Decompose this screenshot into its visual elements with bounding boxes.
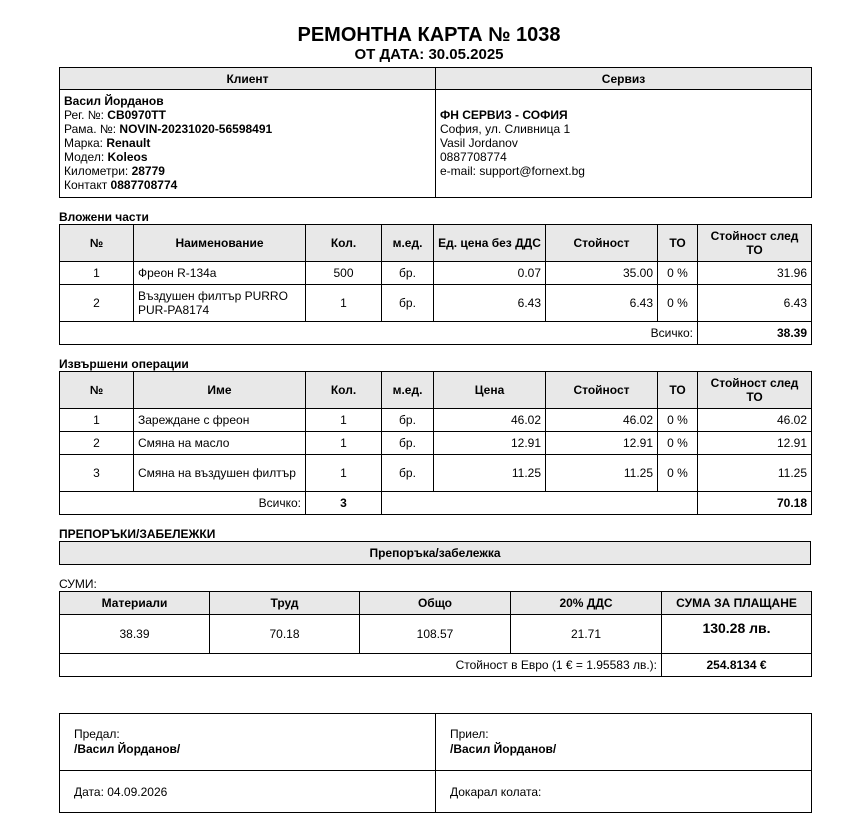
service-phone: 0887708774 xyxy=(440,150,507,164)
recommendations-table xyxy=(59,541,811,565)
client-header: Клиент xyxy=(60,68,436,90)
service-header: Сервиз xyxy=(436,68,812,90)
sum-to-pay: 130.28 лв. xyxy=(662,615,812,654)
table-row: 1 Фреон R-134a 500 бр. 0.07 35.00 0 % 31.96 xyxy=(60,262,812,285)
date-field: Дата: 04.09.2026 xyxy=(60,771,436,813)
operations-total-qty: 3 xyxy=(306,492,382,515)
client-info: Васил Йорданов Рег. №: CB0970TT Рама. №: NOVIN-20231020-56598491 Марка: Renault Модел: Koleos Километри: 28779 Контакт 0887708774 xyxy=(60,90,436,198)
table-row: 1 Зареждане с фреон 1 бр. 46.02 46.02 0 % 46.02 xyxy=(60,409,812,432)
col-unit: м.ед. xyxy=(382,225,434,262)
table-row: 3 Смяна на въздушен филтър 1 бр. 11.25 11.25 0 % 11.25 xyxy=(60,455,812,492)
handed-label: Предал: xyxy=(74,727,120,741)
service-person: Vasil Jordanov xyxy=(440,136,518,150)
col-qty: Кол. xyxy=(306,225,382,262)
total-label: Всичко: xyxy=(60,492,306,515)
recommendations-section-title: ПРЕПОРЪКИ/ЗАБЕЛЕЖКИ xyxy=(59,527,216,541)
parts-section-title: Вложени части xyxy=(59,210,149,224)
car-model: Koleos xyxy=(107,150,148,164)
mileage: 28779 xyxy=(131,164,165,178)
sum-materials: 38.39 xyxy=(60,615,210,654)
received-label: Приел: xyxy=(450,727,489,741)
page-title: РЕМОНТНА КАРТА № 1038 xyxy=(297,24,561,46)
col-after: Стойност след ТО xyxy=(698,225,812,262)
parties-table xyxy=(59,67,812,198)
sums-table: Материали Труд Общо 20% ДДС СУМА ЗА ПЛАЩАНЕ 38.39 70.18 108.57 21.71 130.28 лв. Стойност в Евро (1 € = 1.95583 лв.): 254.8134 € xyxy=(59,591,812,677)
sums-section-title: СУМИ: xyxy=(59,577,97,591)
col-name: Наименование xyxy=(134,225,306,262)
euro-value: 254.8134 € xyxy=(662,654,812,677)
sum-labor: 70.18 xyxy=(210,615,360,654)
euro-label: Стойност в Евро (1 € = 1.95583 лв.): xyxy=(60,654,662,677)
total-label: Всичко: xyxy=(60,322,698,345)
client-contact: 0887708774 xyxy=(110,178,178,192)
page-subtitle: ОТ ДАТА: 30.05.2025 xyxy=(354,46,504,63)
total-row xyxy=(60,322,812,345)
sum-vat: 21.71 xyxy=(511,615,662,654)
parts-total: 38.39 xyxy=(698,322,812,345)
brought-field: Докарал колата: xyxy=(436,771,812,813)
signatures-table xyxy=(59,713,812,813)
service-info xyxy=(436,90,812,198)
table-row: 2 Въздушен филтър PURRO PUR-PA8174 1 бр. 6.43 6.43 0 % 6.43 xyxy=(60,285,812,322)
operations-section-title: Извършени операции xyxy=(59,357,189,371)
parts-table xyxy=(59,224,812,345)
operations-table: № Име Кол. м.ед. Цена Стойност ТО Стойност след ТО 1 Зареждане с фреон 1 бр. 46.02 46.02 0 % 46.02 2 Смяна на масло 1 бр. 12.91 12.91 0 % 12.91 3 Смяна на въздушен филтър 1 бр. 11.25 11.25 0 % 11.25 Всичко: 3 70.18 xyxy=(59,371,812,515)
client-name: Васил Йорданов xyxy=(64,94,164,108)
col-no: № xyxy=(60,225,134,262)
car-brand: Renault xyxy=(106,136,151,150)
handed-name: /Васил Йорданов/ xyxy=(74,742,181,756)
vin-number: NOVIN-20231020-56598491 xyxy=(119,122,273,136)
operations-total: 70.18 xyxy=(698,492,812,515)
recommendation-header: Препоръка/забележка xyxy=(60,542,811,565)
total-row xyxy=(60,492,812,515)
service-address: София, ул. Сливница 1 xyxy=(440,122,571,136)
service-email: e-mail: support@fornext.bg xyxy=(440,164,585,178)
service-name: ФН СЕРВИЗ - СОФИЯ xyxy=(440,108,568,122)
col-value: Стойност xyxy=(546,225,658,262)
reg-number: CB0970TT xyxy=(107,108,166,122)
sum-total: 108.57 xyxy=(360,615,511,654)
col-price: Ед. цена без ДДС xyxy=(434,225,546,262)
table-row: 2 Смяна на масло 1 бр. 12.91 12.91 0 % 12.91 xyxy=(60,432,812,455)
received-name: /Васил Йорданов/ xyxy=(450,742,557,756)
col-to: ТО xyxy=(658,225,698,262)
